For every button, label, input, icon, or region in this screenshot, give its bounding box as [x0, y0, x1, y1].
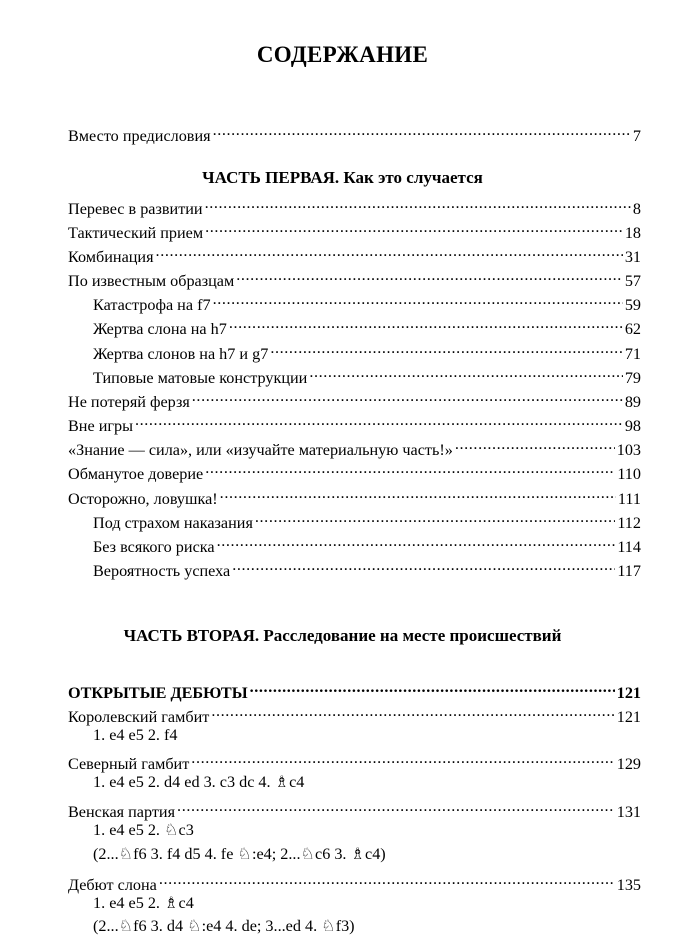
toc-entry	[68, 216, 641, 242]
toc-entry-page: 71	[624, 345, 641, 363]
toc-entry-page: 112	[617, 514, 641, 532]
toc-entry	[68, 119, 641, 145]
toc-entry	[68, 795, 641, 821]
toc-entry	[68, 482, 641, 508]
dot-leader	[205, 457, 615, 479]
opening-moves: (2...♘f6 3. f4 d5 4. fe ♘:e4; 2...♘c6 3. ♗c4)	[93, 845, 386, 863]
part-two-heading: ЧАСТЬ ВТОРАЯ. Расследование на месте происшествий	[123, 626, 562, 645]
toc-entry	[68, 264, 641, 290]
dot-leader	[309, 361, 622, 383]
toc-entry-page: 59	[624, 296, 641, 314]
toc-entry-label: Дебют слона	[68, 876, 157, 894]
toc-entry	[68, 192, 641, 218]
page-title: СОДЕРЖАНИЕ	[256, 42, 429, 67]
toc-entry-label: Северный гамбит	[68, 755, 190, 773]
opening-moves: 1. e4 e5 2. ♘c3	[93, 821, 194, 839]
toc-entry-page: 103	[616, 441, 641, 459]
dot-leader	[177, 795, 615, 817]
toc-entry-label: «Знание — сила», или «изучайте материальную часть!»	[68, 441, 453, 459]
toc-entry-label: Катастрофа на f7	[93, 296, 211, 314]
toc-entry-page: 31	[624, 248, 641, 266]
toc-entry-label: Жертва слона на h7	[93, 320, 227, 338]
dot-leader	[213, 119, 631, 141]
dot-leader	[211, 700, 614, 722]
toc-subentry	[93, 530, 641, 556]
toc-entry-label: Без всякого риска	[93, 538, 215, 556]
toc-entry-page: 121	[616, 684, 641, 702]
part-one-heading: ЧАСТЬ ПЕРВАЯ. Как это случается	[202, 168, 483, 187]
toc-entry-label: Типовые матовые конструкции	[93, 369, 308, 387]
toc-entry-label: Тактический прием	[68, 224, 204, 242]
toc-entry-page: 79	[624, 369, 641, 387]
toc-entry-page: 89	[624, 393, 641, 411]
toc-section-label: ОТКРЫТЫЕ ДЕБЮТЫ	[68, 684, 248, 702]
opening-moves: 1. e4 e5 2. d4 ed 3. c3 dc 4. ♗c4	[93, 773, 305, 791]
dot-leader	[192, 385, 623, 407]
toc-entry-page: 62	[624, 320, 641, 338]
toc-entry-label: По известным образцам	[68, 272, 235, 290]
dot-leader	[205, 216, 623, 238]
toc-entry	[68, 385, 641, 411]
toc-entry	[68, 700, 641, 726]
toc-entry	[68, 409, 641, 435]
dot-leader	[135, 409, 623, 431]
toc-entry-label: Венская партия	[68, 803, 176, 821]
toc-entry-page: 131	[616, 803, 641, 821]
toc-entry-page: 114	[617, 538, 641, 556]
dot-leader	[156, 240, 623, 262]
dot-leader	[213, 288, 623, 310]
toc-entry-label: Под страхом наказания	[93, 514, 253, 532]
dot-leader	[220, 482, 616, 504]
toc-entry-page: 117	[617, 562, 641, 580]
dot-leader	[250, 676, 615, 698]
toc-subentry	[93, 288, 641, 314]
toc-entry-page: 111	[617, 490, 641, 508]
dot-leader	[191, 747, 614, 769]
dot-leader	[217, 530, 616, 552]
toc-subentry	[93, 312, 641, 338]
toc-entry-page: 7	[632, 127, 641, 145]
toc-entry-page: 129	[616, 755, 641, 773]
toc-entry-page: 98	[624, 417, 641, 435]
toc-entry-page: 8	[632, 200, 641, 218]
toc-entry	[68, 747, 641, 773]
opening-moves: 1. e4 e5 2. ♗c4	[93, 894, 194, 912]
toc-entry-label: Вместо предисловия	[68, 127, 211, 145]
toc-subentry	[93, 337, 641, 363]
dot-leader	[270, 337, 623, 359]
toc-entry-label: Вероятность успеха	[93, 562, 231, 580]
toc-entry	[68, 457, 641, 483]
toc-subentry	[93, 361, 641, 387]
toc-entry-page: 18	[624, 224, 641, 242]
opening-moves: 1. e4 e5 2. f4	[93, 726, 178, 744]
toc-entry-label: Осторожно, ловушка!	[68, 490, 218, 508]
toc-entry-page: 135	[616, 876, 641, 894]
toc-entry	[68, 868, 641, 894]
toc-subentry	[93, 554, 641, 580]
toc-entry-page: 121	[616, 708, 641, 726]
toc-entry-label: Перевес в развитии	[68, 200, 203, 218]
toc-entry	[68, 240, 641, 266]
dot-leader	[236, 264, 623, 286]
dot-leader	[205, 192, 631, 214]
dot-leader	[229, 312, 623, 334]
dot-leader	[232, 554, 615, 576]
toc-entry-page: 110	[617, 465, 641, 483]
dot-leader	[255, 506, 615, 528]
toc-subentry	[93, 506, 641, 532]
opening-moves: (2...♘f6 3. d4 ♘:e4 4. de; 3...ed 4. ♘f3)	[93, 917, 355, 935]
toc-entry-label: Комбинация	[68, 248, 154, 266]
toc-entry-label: Королевский гамбит	[68, 708, 210, 726]
toc-entry-label: Жертва слонов на h7 и g7	[93, 345, 269, 363]
dot-leader	[455, 433, 615, 455]
toc-entry-page: 57	[624, 272, 641, 290]
toc-section	[68, 676, 641, 702]
toc-entry-label: Обманутое доверие	[68, 465, 204, 483]
toc-entry-label: Не потеряй ферзя	[68, 393, 190, 411]
toc-entry	[68, 433, 641, 459]
toc-entry-label: Вне игры	[68, 417, 133, 435]
dot-leader	[159, 868, 615, 890]
